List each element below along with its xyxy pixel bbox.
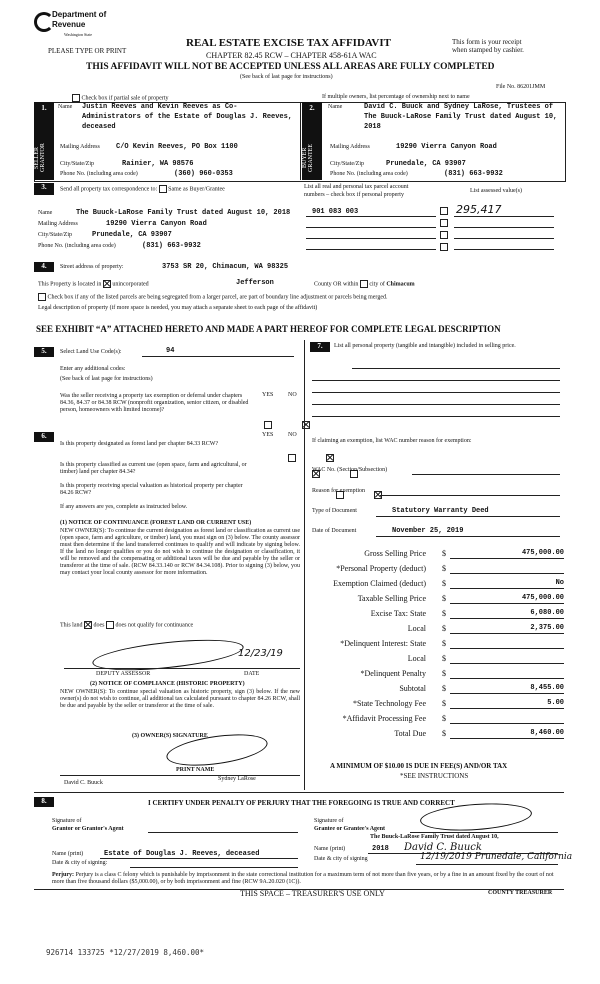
receipt-stamp: 926714 133725 *12/27/2019 8,460.00* (46, 948, 205, 957)
street-address[interactable]: 3753 SR 20, Chimacum, WA 98325 (162, 263, 289, 271)
receipt-note-2: when stamped by cashier. (452, 46, 524, 54)
s5-no: NO (288, 392, 297, 398)
doc-date[interactable]: November 25, 2019 (392, 527, 464, 535)
seller-name-line3[interactable]: deceased (82, 123, 116, 131)
parcel-checkbox[interactable] (440, 243, 448, 251)
tax-label: Total Due (394, 729, 426, 738)
buyer-mailing-label: Mailing Address (330, 144, 370, 150)
grantee-date-city-label: Date & city of signing (314, 856, 368, 862)
if-yes-note: If any answers are yes, complete as instructed below. (60, 504, 188, 510)
section-3-number: 3. (34, 183, 54, 195)
corr-city[interactable]: Prunedale, CA 93907 (92, 231, 172, 239)
tax-label: *Personal Property (deduct) (336, 564, 426, 573)
corr-name-label: Name (38, 210, 53, 216)
date-label: DATE (244, 671, 260, 677)
deputy-assessor-label: DEPUTY ASSESSOR (96, 671, 151, 677)
dollar-sign: $ (442, 594, 446, 603)
legal-description-label: Legal description of property (if more space is needed, you may attach a separate sheet to each page of the affidavit) (38, 305, 318, 311)
section-5-number: 5. (34, 347, 54, 357)
buyer-mailing[interactable]: 19290 Vierra Canyon Road (396, 143, 497, 151)
seller-city[interactable]: Rainier, WA 98576 (122, 160, 194, 168)
notice-2-text: NEW OWNER(S): To continue special valuation as historic property, sign (3) below. If the new owner(s) do not wish to continue, all additional tax calculated pursuant to chapter 84.26 RCW, shall be due and payable by the seller or transferor at the time of sale. (60, 689, 300, 709)
logo (34, 8, 107, 38)
unincorporated-checkbox[interactable] (103, 280, 111, 288)
dollar-sign: $ (442, 609, 446, 618)
current-use-question: Is this property classified as current use (open space, farm and agricultural, or timber) land per chapter 84.34? (60, 462, 247, 475)
city-name[interactable]: Chimacum (386, 281, 415, 288)
parcel-checkbox[interactable] (440, 231, 448, 239)
parcel-checkboxes (440, 207, 450, 251)
s5-yes: YES (262, 392, 274, 398)
buyer-name-line1[interactable]: David C. Buuck and Sydney LaRose, Trustees of (364, 103, 554, 111)
tax-value[interactable]: 5.00 (547, 699, 564, 707)
seller-name-label: Name (58, 104, 73, 110)
segregated-checkbox[interactable] (38, 293, 46, 301)
section-4-number: 4. (34, 262, 54, 272)
print-name-1: David C. Buuck (64, 780, 103, 786)
county-name[interactable]: Jefferson (236, 279, 274, 287)
perjury-notice: Perjury: Perjury is a class C felony which is punishable by imprisonment in the state correctional institution for a maximum term of not more than five years, or by a fine in an amount fixed by the court of not more than five thousand dollars ($5,000.00), or by both imprisonment and fine (RCW 9A.20.020 (1C)). (52, 872, 554, 885)
tax-label: *State Technology Fee (352, 699, 426, 708)
corr-mailing[interactable]: 19290 Vierra Canyon Road (106, 220, 207, 228)
does-not-checkbox[interactable] (106, 621, 114, 629)
tax-value[interactable]: 8,460.00 (530, 729, 564, 737)
corr-phone[interactable]: (831) 663-9932 (142, 242, 201, 250)
section-2-number: 2. (302, 102, 322, 136)
assessor-signature (91, 634, 245, 676)
grantee-name-year[interactable]: 2018 (372, 845, 389, 853)
tax-label: *Delinquent Penalty (360, 669, 426, 678)
buyer-side-label: BUYER GRANTEE (302, 136, 322, 180)
assessor-date: 12/23/19 (238, 648, 283, 659)
seller-name-line2[interactable]: Administrators of the Estate of Douglas J. Reeves, (82, 113, 293, 121)
notice-1-text: NEW OWNER(S): To continue the current designation as forest land or classification as current use (open space, farm and agriculture, or timber) land, you must sign on (3) below. The county assessor must then determine if the land transferred continues to qualify and will indicate by signing below. If the land no longer qualifies or you do not wish to continue the designation or classification, it will be removed and the compensating or additional taxes will be due and payable by the seller or transferor at the time of sale. (RCW 84.33.140 or RCW 84.34.108). Prior to signing (3) below, you may contact your local county assessor for more information. (60, 528, 300, 576)
tax-value[interactable]: No (555, 579, 564, 587)
dollar-sign: $ (442, 654, 446, 663)
parcel-header-2: numbers – check box if personal property (304, 192, 404, 198)
wac-label: WAC No. (Section/Subsection) (312, 467, 388, 473)
buyer-name-line3[interactable]: 2018 (364, 123, 381, 131)
parcel-header-1: List all real and personal tax parcel account (304, 184, 409, 190)
dollar-sign: $ (442, 639, 446, 648)
tax-label: Gross Selling Price (364, 549, 426, 558)
print-name-label: PRINT NAME (176, 767, 215, 773)
parcel-number[interactable]: 901 083 003 (312, 208, 359, 216)
dollar-sign: $ (442, 699, 446, 708)
forest-yes-checkbox[interactable] (288, 454, 296, 462)
tax-value[interactable]: 475,000.00 (521, 549, 564, 557)
assessed-header: List assessed value(s) (470, 188, 522, 194)
assessed-value[interactable]: 295,417 (456, 203, 502, 216)
city-checkbox[interactable] (360, 280, 368, 288)
seller-side-label: SELLER GRANTOR (34, 136, 54, 180)
grantee-name-label: Name (print) (314, 846, 346, 852)
logo-text: Department of Revenue (52, 10, 107, 29)
seller-phone[interactable]: (360) 960-0353 (174, 170, 233, 178)
tax-label: Taxable Selling Price (357, 594, 426, 603)
personal-property-label: List all personal property (tangible and intangible) included in selling price. (334, 343, 516, 349)
seller-phone-label: Phone No. (including area code) (60, 171, 138, 177)
exemption-wac-label: If claiming an exemption, list WAC number reason for exemption: (312, 438, 472, 444)
logo-arc-icon (34, 12, 54, 32)
county-or-row: County OR within city of Chimacum (314, 281, 415, 288)
corr-name[interactable]: The Buuck-LaRose Family Trust dated August 10, 2018 (76, 209, 291, 217)
corr-city-label: City/State/Zip (38, 232, 72, 238)
buyer-name-line2[interactable]: The Buuck-LaRose Family Trust dated August 10, (364, 113, 558, 121)
see-back-note: (See back of last page for instructions) (240, 74, 333, 80)
corr-mailing-label: Mailing Address (38, 221, 78, 227)
tax-label: Local (407, 624, 426, 633)
grantor-sig-label-2: Grantor or Grantor's Agent (52, 826, 124, 832)
corr-phone-label: Phone No. (including area code) (38, 243, 116, 249)
tax-value[interactable]: 2,375.00 (530, 624, 564, 632)
seller-name-line1[interactable]: Justin Reeves and Kevin Reeves as Co- (82, 103, 238, 111)
tax-label: *Affidavit Processing Fee (342, 714, 426, 723)
seller-mailing-label: Mailing Address (60, 144, 100, 150)
multiple-owners-note: If multiple owners, list percentage of ownership next to name (322, 94, 470, 100)
dollar-sign: $ (442, 714, 446, 723)
street-label: Street address of property: (60, 264, 124, 270)
county-treasurer: COUNTY TREASURER (488, 890, 553, 896)
additional-codes-label: Enter any additional codes: (60, 366, 126, 372)
parcel-checkbox[interactable] (440, 207, 448, 215)
minimum-fee-note: A MINIMUM OF $10.00 IS DUE IN FEE(S) AND/OR TAX (330, 762, 508, 770)
notice-1-title: (1) NOTICE OF CONTINUANCE (FOREST LAND OR CURRENT USE) (60, 520, 252, 526)
exemption-question: Was the seller receiving a property tax exemption or deferral under chapters 84.36, 84.37 or 84.38 RCW (nonprofit organization, senior citizen, or disabled person, homeowners with limited income)? (60, 393, 249, 413)
dollar-sign: $ (442, 729, 446, 738)
tax-label: Subtotal (399, 684, 426, 693)
grantor-date-city-label: Date & city of signing: (52, 860, 108, 866)
land-use-see-back: (See back of last page for instructions) (60, 376, 153, 382)
logo-sub: Washington State (64, 32, 93, 37)
buyer-phone-label: Phone No. (including area code) (330, 171, 408, 177)
owner-signature-label: (3) OWNER(S) SIGNATURE (132, 733, 208, 739)
grantor-name-label: Name (print) (52, 851, 84, 857)
tax-label: Exemption Claimed (deduct) (333, 579, 426, 588)
dollar-sign: $ (442, 564, 446, 573)
dollar-sign: $ (442, 579, 446, 588)
buyer-city[interactable]: Prunedale, CA 93907 (386, 160, 466, 168)
s6-yes: YES (262, 432, 274, 438)
historic-question: Is this property receiving special valuation as historical property per chapter 84.26 RCW? (60, 483, 243, 496)
dollar-sign: $ (442, 549, 446, 558)
form-title: REAL ESTATE EXCISE TAX AFFIDAVIT (186, 37, 391, 49)
section-7-number: 7. (310, 342, 330, 352)
same-as-buyer-checkbox[interactable] (159, 185, 167, 193)
print-name-2: Sydney LaRose (218, 776, 256, 782)
section-1-number: 1. (34, 102, 54, 136)
segregated-row: Check box if any of the listed parcels are being segregated from a larger parcel, are part of boundary line adjustment or parcels being merged. (38, 293, 558, 301)
location-row: This Property is located in unincorporated (38, 281, 149, 288)
grantee-sig-label-2: Grantee or Grantee's Agent (314, 826, 386, 832)
this-land-row: This land does does not qualify for continuance (60, 622, 194, 629)
section-8-number: 8. (34, 797, 54, 807)
section-6-number: 6. (34, 432, 54, 442)
buyer-name-label: Name (328, 104, 343, 110)
grantee-date-city[interactable]: 12/19/2019 Prunedale, California (420, 852, 573, 862)
partial-sale-checkbox[interactable] (72, 94, 80, 102)
tax-value[interactable]: 6,080.00 (530, 609, 564, 617)
partial-sale-label: Check box if partial sale of property (81, 95, 169, 102)
dollar-sign: $ (442, 684, 446, 693)
dollar-sign: $ (442, 624, 446, 633)
buyer-city-label: City/State/Zip (330, 161, 364, 167)
grantee-name[interactable]: David C. Buuck (404, 842, 482, 853)
please-type: PLEASE TYPE OR PRINT (48, 47, 127, 55)
chapter-ref: CHAPTER 82.45 RCW – CHAPTER 458-61A WAC (206, 51, 377, 60)
notice-2-title: (2) NOTICE OF COMPLIANCE (HISTORIC PROPERTY) (90, 681, 245, 687)
land-use-code[interactable]: 94 (166, 347, 175, 355)
tax-value[interactable]: 8,455.00 (530, 684, 564, 692)
s6-no: NO (288, 432, 297, 438)
doc-date-label: Date of Document (312, 528, 357, 534)
tax-label: Local (407, 654, 426, 663)
doc-type[interactable]: Statutory Warranty Deed (392, 507, 489, 515)
file-number: File No. 86201JMM (496, 84, 546, 90)
reason-label: Reason for exemption (312, 488, 365, 494)
warning: THIS AFFIDAVIT WILL NOT BE ACCEPTED UNLESS ALL AREAS ARE FULLY COMPLETED (86, 62, 495, 72)
forest-no-checkbox[interactable] (326, 454, 334, 462)
forest-land-question: Is this property designated as forest land per chapter 84.33 RCW? (60, 441, 219, 447)
grantee-entity: The Buuck-LaRose Family Trust dated August 10, (370, 834, 499, 840)
tax-value[interactable]: 475,000.00 (521, 594, 564, 602)
certify-statement: I CERTIFY UNDER PENALTY OF PERJURY THAT THE FOREGOING IS TRUE AND CORRECT (148, 799, 455, 807)
grantor-sig-label: Signature of (52, 818, 82, 824)
parcel-checkbox[interactable] (440, 219, 448, 227)
seller-city-label: City/State/Zip (60, 161, 94, 167)
seller-mailing[interactable]: C/O Kevin Reeves, PO Box 1100 (116, 143, 238, 151)
tax-label: *Delinquent Interest: State (340, 639, 426, 648)
does-checkbox[interactable] (84, 621, 92, 629)
grantor-name[interactable]: Estate of Douglas J. Reeves, deceased (104, 850, 260, 858)
buyer-phone[interactable]: (831) 663-9932 (444, 170, 503, 178)
tax-label: Excise Tax: State (370, 609, 426, 618)
treasurer-space: THIS SPACE – TREASURER'S USE ONLY (240, 889, 385, 898)
land-use-label: Select Land Use Code(s): (60, 349, 122, 355)
exhibit-a-line: SEE EXHIBIT “A” ATTACHED HERETO AND MADE A PART HEREOF FOR COMPLETE LEGAL DESCRIPTION (36, 324, 501, 334)
doc-type-label: Type of Document (312, 508, 357, 514)
correspondence-label: Send all property tax correspondence to: Same as Buyer/Grantee (60, 186, 225, 193)
dollar-sign: $ (442, 669, 446, 678)
see-instructions: *SEE INSTRUCTIONS (400, 772, 469, 780)
receipt-note-1: This form is your receipt (452, 38, 522, 46)
grantee-sig-label: Signature of (314, 818, 344, 824)
s5-yes-checkbox[interactable] (264, 421, 272, 429)
